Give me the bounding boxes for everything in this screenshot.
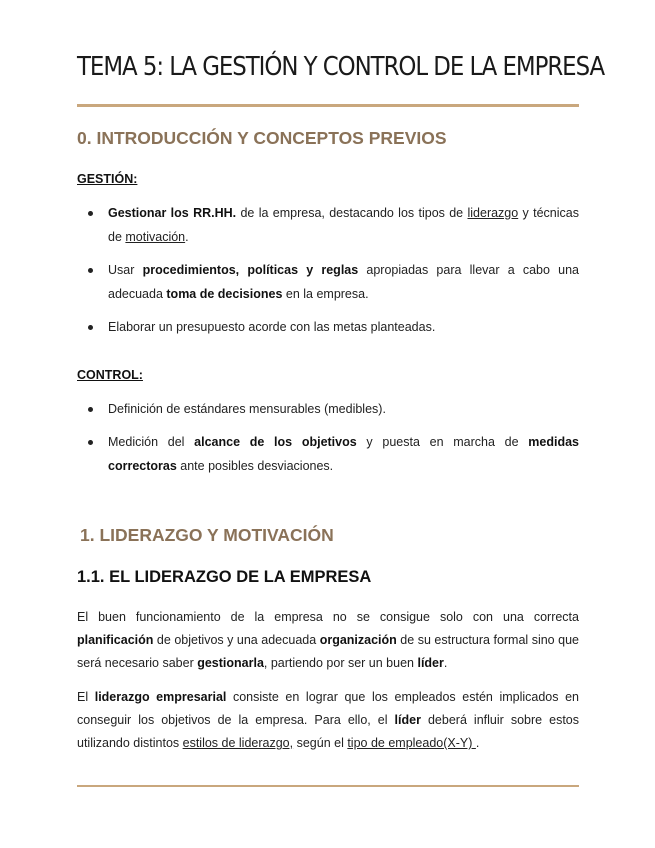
document-title: TEMA 5: LA GESTIÓN Y CONTROL DE LA EMPRESA [77, 52, 605, 82]
list-item: Gestionar los RR.HH. de la empresa, destacando los tipos de liderazgo y técnicas de motivación. [77, 201, 579, 249]
control-list [77, 397, 579, 478]
subsection-heading-liderazgo-empresa: 1.1. EL LIDERAZGO DE LA EMPRESA [77, 568, 372, 586]
list-item: Usar procedimientos, políticas y reglas apropiadas para llevar a cabo una adecuada toma de decisiones en la empresa. [77, 258, 579, 306]
bullet-icon [88, 325, 93, 330]
control-label: CONTROL: [77, 368, 143, 382]
paragraph-liderazgo-empresarial: El liderazgo empresarial consiste en lograr que los empleados estén implicados en conseguir los objetivos de la empresa. Para ello, el líder deberá influir sobre estos utilizando distintos estilos de liderazgo, según el tipo de empleado(X-Y) . [77, 690, 579, 750]
list-item: Definición de estándares mensurables (medibles). [77, 397, 579, 421]
list-item: Medición del alcance de los objetivos y puesta en marcha de medidas correctoras ante posibles desviaciones. [77, 430, 579, 478]
section-heading-intro: 0. INTRODUCCIÓN Y CONCEPTOS PREVIOS [77, 128, 447, 148]
footer-divider [77, 785, 579, 787]
bullet-icon [88, 211, 93, 216]
bullet-icon [88, 268, 93, 273]
list-item: Elaborar un presupuesto acorde con las metas planteadas. [77, 315, 579, 339]
bullet-icon [88, 407, 93, 412]
gestion-label: GESTIÓN: [77, 172, 138, 186]
title-divider [77, 104, 579, 107]
bullet-icon [88, 440, 93, 445]
gestion-list [77, 201, 579, 339]
section-heading-liderazgo: 1. LIDERAZGO Y MOTIVACIÓN [80, 525, 334, 545]
paragraph-funcionamiento: El buen funcionamiento de la empresa no se consigue solo con una correcta planificación de objetivos y una adecuada organización de su estructura formal sino que será necesario saber gestionarla, partiendo por ser un buen líder. [77, 610, 579, 670]
